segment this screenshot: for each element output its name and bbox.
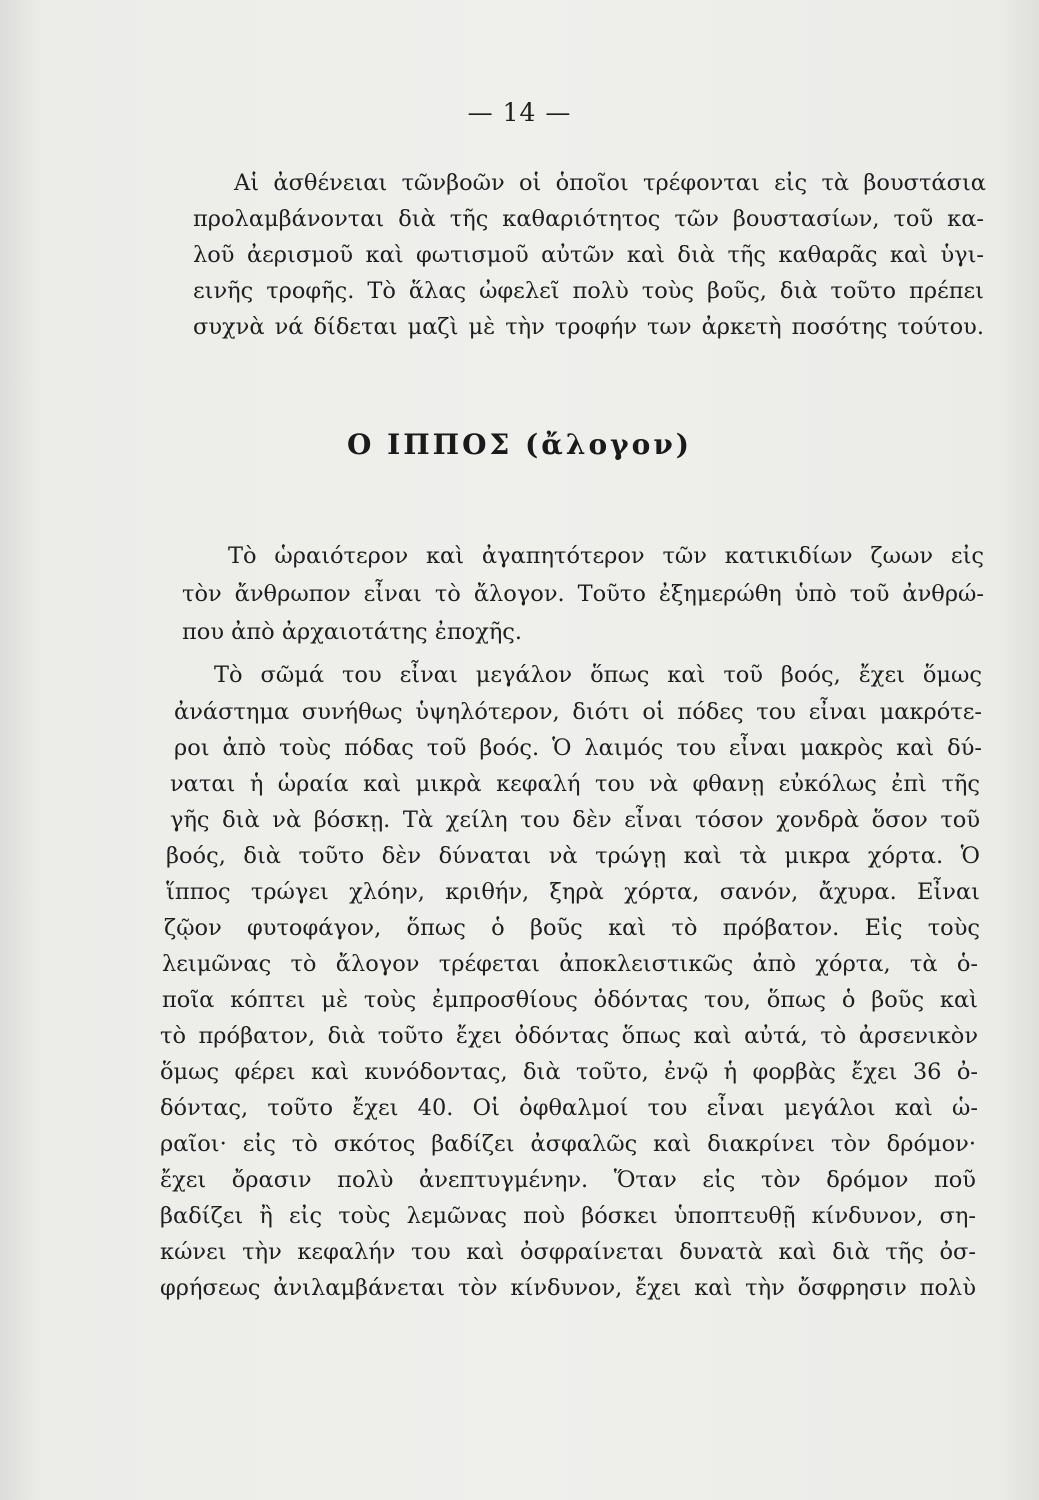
- paragraph-line: κώνει τὴν κεφαλήν του καὶ ὀσφραίνεται δυνατὰ καὶ διὰ τῆς ὀσ-: [160, 1239, 976, 1265]
- paragraph-line: λειμῶνας τὸ ἄλογον τρέφεται ἀποκλειστικῶς ἀπὸ χόρτα, τὰ ὁ-: [162, 951, 978, 977]
- paragraph-line: ἀνάστημα συνήθως ὑψηλότερον, διότι οἱ πόδες του εἶναι μακρότε-: [174, 699, 982, 725]
- paragraph-line: προλαμβάνονται διὰ τῆς καθαριότητος τῶν βουστασίων, τοῦ κα-: [193, 206, 984, 232]
- paragraph-line: γῆς διὰ νὰ βόσκῃ. Τὰ χείλη του δὲν εἶναι τόσον χονδρὰ ὅσον τοῦ: [170, 807, 980, 833]
- paragraph-line: ποῖα κόπτει μὲ τοὺς ἐμπροσθίους ὀδόντας του, ὅπως ὁ βοῦς καὶ: [162, 987, 978, 1013]
- paragraph-line: που ἀπὸ ἀρχαιοτάτης ἐποχῆς.: [182, 619, 523, 645]
- paragraph-line: τὸ πρόβατον, διὰ τοῦτο ἔχει ὀδόντας ὅπως καὶ αὐτά, τὸ ἀρσενικὸν: [160, 1023, 978, 1049]
- paragraph-line: ναται ἡ ὡραία καὶ μικρὰ κεφαλή του νὰ φθανῃ εὐκόλως ἐπὶ τῆς: [170, 771, 980, 797]
- paragraph-line: ἵππος τρώγει χλόην, κριθήν, ξηρὰ χόρτα, σανόν, ἄχυρα. Εἶναι: [166, 879, 980, 905]
- page-number: — 14 —: [467, 98, 572, 127]
- paragraph-line: Τὸ ὡραιότερον καὶ ἀγαπητότερον τῶν κατικιδίων ζωων εἰς: [228, 543, 984, 569]
- paragraph-line: φρήσεως ἀνιλαμβάνεται τὸν κίνδυνον, ἔχει καὶ τὴν ὄσφρησιν πολὺ: [160, 1275, 976, 1301]
- paragraph-line: ροι ἀπὸ τοὺς πόδας τοῦ βοός. Ὁ λαιμός του εἶναι μακρὸς καὶ δύ-: [174, 735, 982, 761]
- paragraph-line: τὸν ἄνθρωπον εἶναι τὸ ἄλογον. Τοῦτο ἐξημερώθη ὑπὸ τοῦ ἀνθρώ-: [182, 581, 984, 607]
- paragraph-line: ἔχει ὄρασιν πολὺ ἀνεπτυγμένην. Ὅταν εἰς τὸν δρόμον ποῦ: [160, 1167, 976, 1193]
- paragraph-line: εινῆς τροφῆς. Τὸ ἅλας ὠφελεῖ πολὺ τοὺς βοῦς, διὰ τοῦτο πρέπει: [193, 278, 984, 304]
- paragraph-line: Αἱ ἀσθένειαι τῶνβοῶν οἱ ὁποῖοι τρέφονται εἰς τὰ βουστάσια: [234, 170, 986, 196]
- paragraph-line: δόντας, τοῦτο ἔχει 40. Οἱ ὀφθαλμοί του εἶναι μεγάλοι καὶ ὡ-: [160, 1095, 978, 1121]
- paragraph-line: ὅμως φέρει καὶ κυνόδοντας, διὰ τοῦτο, ἐνῷ ἡ φορβὰς ἔχει 36 ὀ-: [160, 1059, 978, 1085]
- paragraph-line: συχνὰ νά δίδεται μαζὶ μὲ τὴν τροφήν των ἀρκετὴ ποσότης τούτου.: [193, 314, 984, 340]
- paragraph-line: Τὸ σῶμά του εἶναι μεγάλον ὅπως καὶ τοῦ βοός, ἔχει ὅμως: [214, 662, 982, 688]
- paragraph-line: λοῦ ἀερισμοῦ καὶ φωτισμοῦ αὐτῶν καὶ διὰ τῆς καθαρᾶς καὶ ὑγι-: [193, 242, 984, 268]
- paragraph-line: βαδίζει ἢ εἰς τοὺς λεμῶνας ποὺ βόσκει ὑποπτευθῇ κίνδυνον, ση-: [160, 1203, 976, 1229]
- section-heading: Ο ΙΠΠΟΣ (ἄλογον): [347, 428, 692, 461]
- paragraph-line: ζῷον φυτοφάγον, ὅπως ὁ βοῦς καὶ τὸ πρόβατον. Εἰς τοὺς: [164, 915, 980, 941]
- paragraph-line: βοός, διὰ τοῦτο δὲν δύναται νὰ τρώγῃ καὶ τὰ μικρα χόρτα. Ὁ: [166, 843, 980, 869]
- paragraph-line: ραῖοι· εἰς τὸ σκότος βαδίζει ἀσφαλῶς καὶ διακρίνει τὸν δρόμον·: [160, 1131, 976, 1157]
